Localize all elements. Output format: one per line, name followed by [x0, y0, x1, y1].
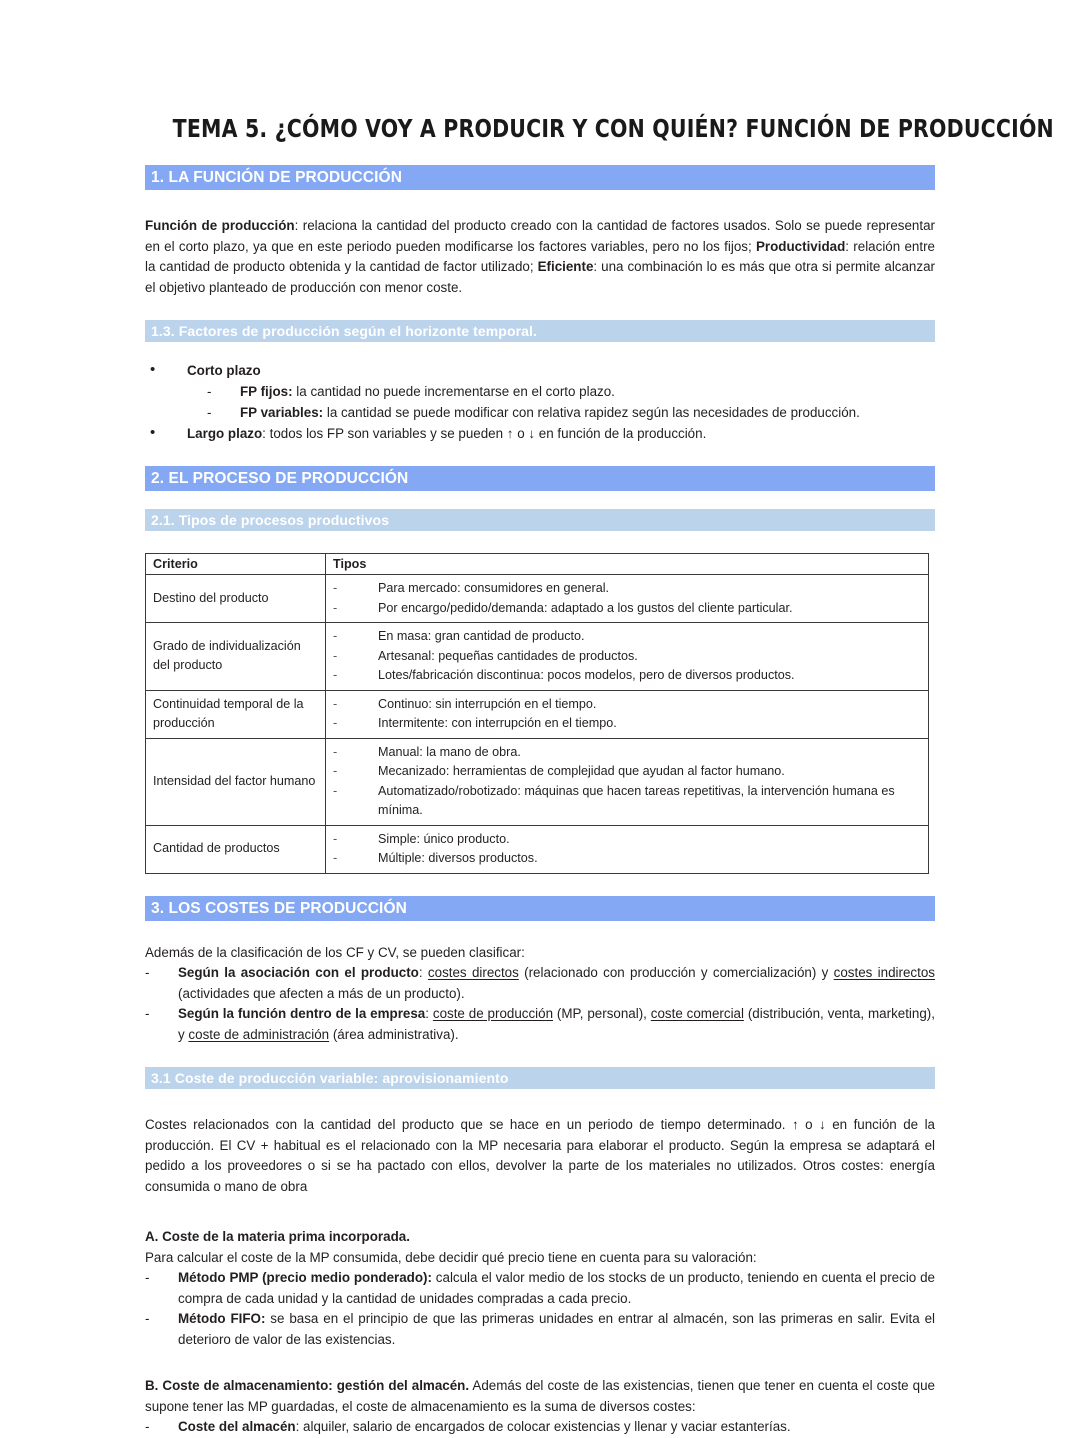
table-col-header-criterio: Criterio — [146, 554, 326, 575]
list-item-text: Simple: único producto. — [378, 831, 510, 846]
term-funcion-produccion: Función de producción — [145, 218, 295, 234]
list-item-text: Intermitente: con interrupción en el tiempo. — [378, 716, 617, 731]
list-item-text: Continuo: sin interrupción en el tiempo. — [378, 696, 597, 711]
subsection-heading-2-1: 2.1. Tipos de procesos productivos — [145, 509, 935, 531]
section-heading-1: 1. LA FUNCIÓN DE PRODUCCIÓN — [145, 165, 935, 190]
list-item-text: En masa: gran cantidad de producto. — [378, 629, 585, 644]
list-item — [333, 647, 921, 667]
metodos-valoracion-list — [145, 1268, 935, 1350]
s3-item1-p5: coste de administración — [188, 1026, 330, 1042]
dash-icon: - — [207, 405, 212, 421]
table-row — [146, 575, 929, 623]
list-item — [333, 782, 921, 821]
list-item-metodo-fifo — [145, 1309, 935, 1350]
tipos-list — [333, 579, 921, 618]
section-heading-3: 3. LOS COSTES DE PRODUCCIÓN — [145, 896, 935, 921]
s3-item0-p3: costes indirectos — [833, 965, 935, 981]
dash-icon: - — [145, 1006, 150, 1022]
table-cell-criterio: Intensidad del factor humano — [146, 738, 326, 825]
table-cell-tipos — [326, 690, 929, 738]
list-item — [333, 666, 921, 686]
s3-item1-p0: : — [425, 1006, 433, 1022]
list-item-text: Automatizado/robotizado: máquinas que hacen tareas repetitivas, la intervención humana es mínima. — [378, 783, 895, 818]
list-item — [333, 599, 921, 619]
list-item-label: Coste del almacén — [178, 1419, 296, 1435]
list-item-funcion-empresa — [145, 1004, 935, 1045]
table-col-header-tipos: Tipos — [326, 554, 929, 575]
dash-icon: - — [333, 668, 338, 683]
table-cell-criterio: Destino del producto — [146, 575, 326, 623]
tipos-list — [333, 627, 921, 686]
dash-icon: - — [145, 1311, 150, 1327]
section-3-intro: Además de la clasificación de los CF y CV, se pueden clasificar: — [145, 944, 525, 960]
subsection-heading-3-1: 3.1 Coste de producción variable: aprovisionamiento — [145, 1067, 935, 1089]
table-row — [146, 825, 929, 873]
list-item-label: Largo plazo — [187, 426, 263, 442]
dash-icon: - — [333, 783, 338, 798]
subsection-3-1-paragraph: Costes relacionados con la cantidad del producto que se hace en un periodo de tiempo determinado. ↑ o ↓ en función de la producción. El CV + habitual es el relacionado con la MP necesaria para elaborar el producto. Según la empresa se adaptará el pedido a los proveedores o si se ha pactado con ellos, devolver la parte de los materiales no utilizados. Otros costes: energía consumida o mano de obra — [145, 1117, 935, 1194]
s3-item1-p1: coste de producción — [432, 1006, 554, 1022]
list-item-label: Según la asociación con el producto — [178, 965, 419, 981]
table-row — [146, 623, 929, 691]
list-item-text: Mecanizado: herramientas de complejidad que ayudan al factor humano. — [378, 764, 785, 779]
dash-icon: - — [145, 1270, 150, 1286]
list-item-coste-almacen — [145, 1417, 935, 1438]
list-item-asociacion-producto — [145, 963, 935, 1004]
list-item — [333, 714, 921, 734]
table-cell-tipos — [326, 738, 929, 825]
factores-list — [145, 360, 935, 444]
dash-icon: - — [333, 629, 338, 644]
list-item-fp-variables — [187, 402, 935, 423]
dash-icon: - — [145, 1419, 150, 1435]
list-item — [333, 695, 921, 715]
list-item-label: Según la función dentro de la empresa — [178, 1006, 426, 1022]
list-item-text: se basa en el principio de que las primeras unidades en entrar al almacén, son las primeras en salir. Evita el deterioro de valor de las existencias. — [178, 1311, 936, 1347]
list-item — [333, 849, 921, 869]
table-cell-criterio: Cantidad de productos — [146, 825, 326, 873]
table-cell-criterio: Continuidad temporal de la producción — [146, 690, 326, 738]
s3-item1-p2: (MP, personal), — [553, 1006, 651, 1022]
s3-item0-p0: : — [418, 965, 428, 981]
list-item-label: Método FIFO: — [178, 1311, 266, 1327]
dash-icon: - — [333, 764, 338, 779]
s3-item0-p2: (relacionado con producción y comercialización) y — [518, 965, 834, 981]
dash-icon: - — [333, 581, 338, 596]
s1-text-3: : una combinación lo es más que otra si permite alcanzar el objetivo planteado de producción con menor coste. — [145, 259, 935, 295]
list-item — [333, 743, 921, 763]
dash-icon: - — [333, 696, 338, 711]
list-item-text: calcula el valor medio de los stocks de un producto, teniendo en cuenta el precio de compra de cada unidad y la cantidad de unidades compradas a cada precio. — [178, 1270, 935, 1306]
list-item-text: Por encargo/pedido/demanda: adaptado a los gustos del cliente particular. — [378, 600, 793, 615]
list-item-largo-plazo — [145, 423, 935, 444]
costes-clasificacion-list — [145, 963, 935, 1045]
block-b-title: B. Coste de almacenamiento: gestión del almacén. — [145, 1378, 470, 1394]
list-item-text: todos los FP son variables y se pueden ↑ o ↓ en función de la producción. — [265, 426, 707, 442]
list-item — [333, 627, 921, 647]
s1-text-1: : relaciona la cantidad del producto creado con la cantidad de factores usados. Solo se puede representar en el corto plazo, ya que en este periodo pueden modificarse los factores variables, pero no los fijos; — [145, 218, 935, 254]
list-item — [333, 579, 921, 599]
tipos-procesos-table — [145, 553, 929, 874]
list-item-metodo-pmp — [145, 1268, 935, 1309]
sublist-text: la cantidad se puede modificar con relativa rapidez según las necesidades de producción. — [323, 405, 860, 421]
list-item-corto-plazo — [145, 360, 935, 423]
list-item-text: : alquiler, salario de encargados de colocar existencias y llenar y vaciar estanterías. — [295, 1419, 791, 1435]
table-cell-criterio: Grado de individualización del producto — [146, 623, 326, 691]
table-cell-tipos — [326, 825, 929, 873]
subsection-heading-1-3: 1.3. Factores de producción según el horizonte temporal. — [145, 320, 935, 342]
section-heading-2: 2. EL PROCESO DE PRODUCCIÓN — [145, 466, 935, 491]
sublist-text: la cantidad no puede incrementarse en el corto plazo. — [292, 384, 615, 400]
tipos-list — [333, 695, 921, 734]
list-item — [333, 830, 921, 850]
block-a-intro: Para calcular el coste de la MP consumida, debe decidir qué precio tiene en cuenta para su valoración: — [145, 1249, 757, 1265]
dash-icon: - — [333, 716, 338, 731]
list-item — [333, 762, 921, 782]
list-item-sep: : — [262, 426, 266, 442]
list-item-label: Método PMP (precio medio ponderado): — [178, 1270, 432, 1286]
term-eficiente: Eficiente — [537, 259, 594, 275]
list-item-label: Corto plazo — [187, 363, 261, 379]
tipos-list — [333, 830, 921, 869]
page-title: TEMA 5. ¿CÓMO VOY A PRODUCIR Y CON QUIÉN? FUNCIÓN DE PRODUCCIÓN — [172, 114, 1054, 143]
list-item-text: Artesanal: pequeñas cantidades de productos. — [378, 648, 638, 663]
dash-icon: - — [145, 965, 150, 981]
block-a-title: A. Coste de la materia prima incorporada. — [145, 1229, 410, 1245]
list-item-text: Manual: la mano de obra. — [378, 744, 521, 759]
dash-icon: - — [207, 384, 212, 400]
table-cell-tipos — [326, 575, 929, 623]
s3-item0-p1: costes directos — [427, 965, 519, 981]
section-1-paragraph — [145, 216, 935, 298]
s1-text-2: : relación entre la cantidad de producto obtenida y la cantidad de factor utilizado; — [145, 238, 935, 275]
list-item-text: Lotes/fabricación discontinua: pocos modelos, pero de diversos productos. — [378, 668, 795, 683]
corto-plazo-sublist — [187, 381, 935, 423]
dash-icon: - — [333, 744, 338, 759]
block-a-heading — [145, 1227, 935, 1248]
bullet-icon: • — [150, 361, 156, 379]
block-b-intro: Además del coste de las existencias, tienen que tener en cuenta el coste que supone tener las MP guardadas, el coste de almacenamiento es la suma de diversos costes: — [145, 1378, 935, 1414]
dash-icon: - — [333, 851, 338, 866]
list-item-text: Múltiple: diversos productos. — [378, 851, 538, 866]
sublist-label: FP fijos: — [240, 384, 293, 400]
dash-icon: - — [333, 648, 338, 663]
coste-almacen-list — [145, 1417, 935, 1438]
tipos-list — [333, 743, 921, 821]
table-row — [146, 690, 929, 738]
s3-item0-p4: (actividades que afecten a más de un producto). — [178, 985, 465, 1001]
s3-item1-p4: (distribución, venta, marketing), y — [178, 1006, 935, 1042]
dash-icon: - — [333, 600, 338, 615]
s3-item1-p3: coste comercial — [650, 1006, 744, 1022]
sublist-label: FP variables: — [240, 405, 324, 421]
table-header-row — [146, 554, 929, 575]
list-item-fp-fijos — [187, 381, 935, 402]
table-row — [146, 738, 929, 825]
table-cell-tipos — [326, 623, 929, 691]
dash-icon: - — [333, 831, 338, 846]
bullet-icon: • — [150, 424, 156, 442]
s3-item1-p6: (área administrativa). — [329, 1026, 459, 1042]
list-item-text: Para mercado: consumidores en general. — [378, 581, 610, 596]
term-productividad: Productividad — [755, 238, 846, 254]
